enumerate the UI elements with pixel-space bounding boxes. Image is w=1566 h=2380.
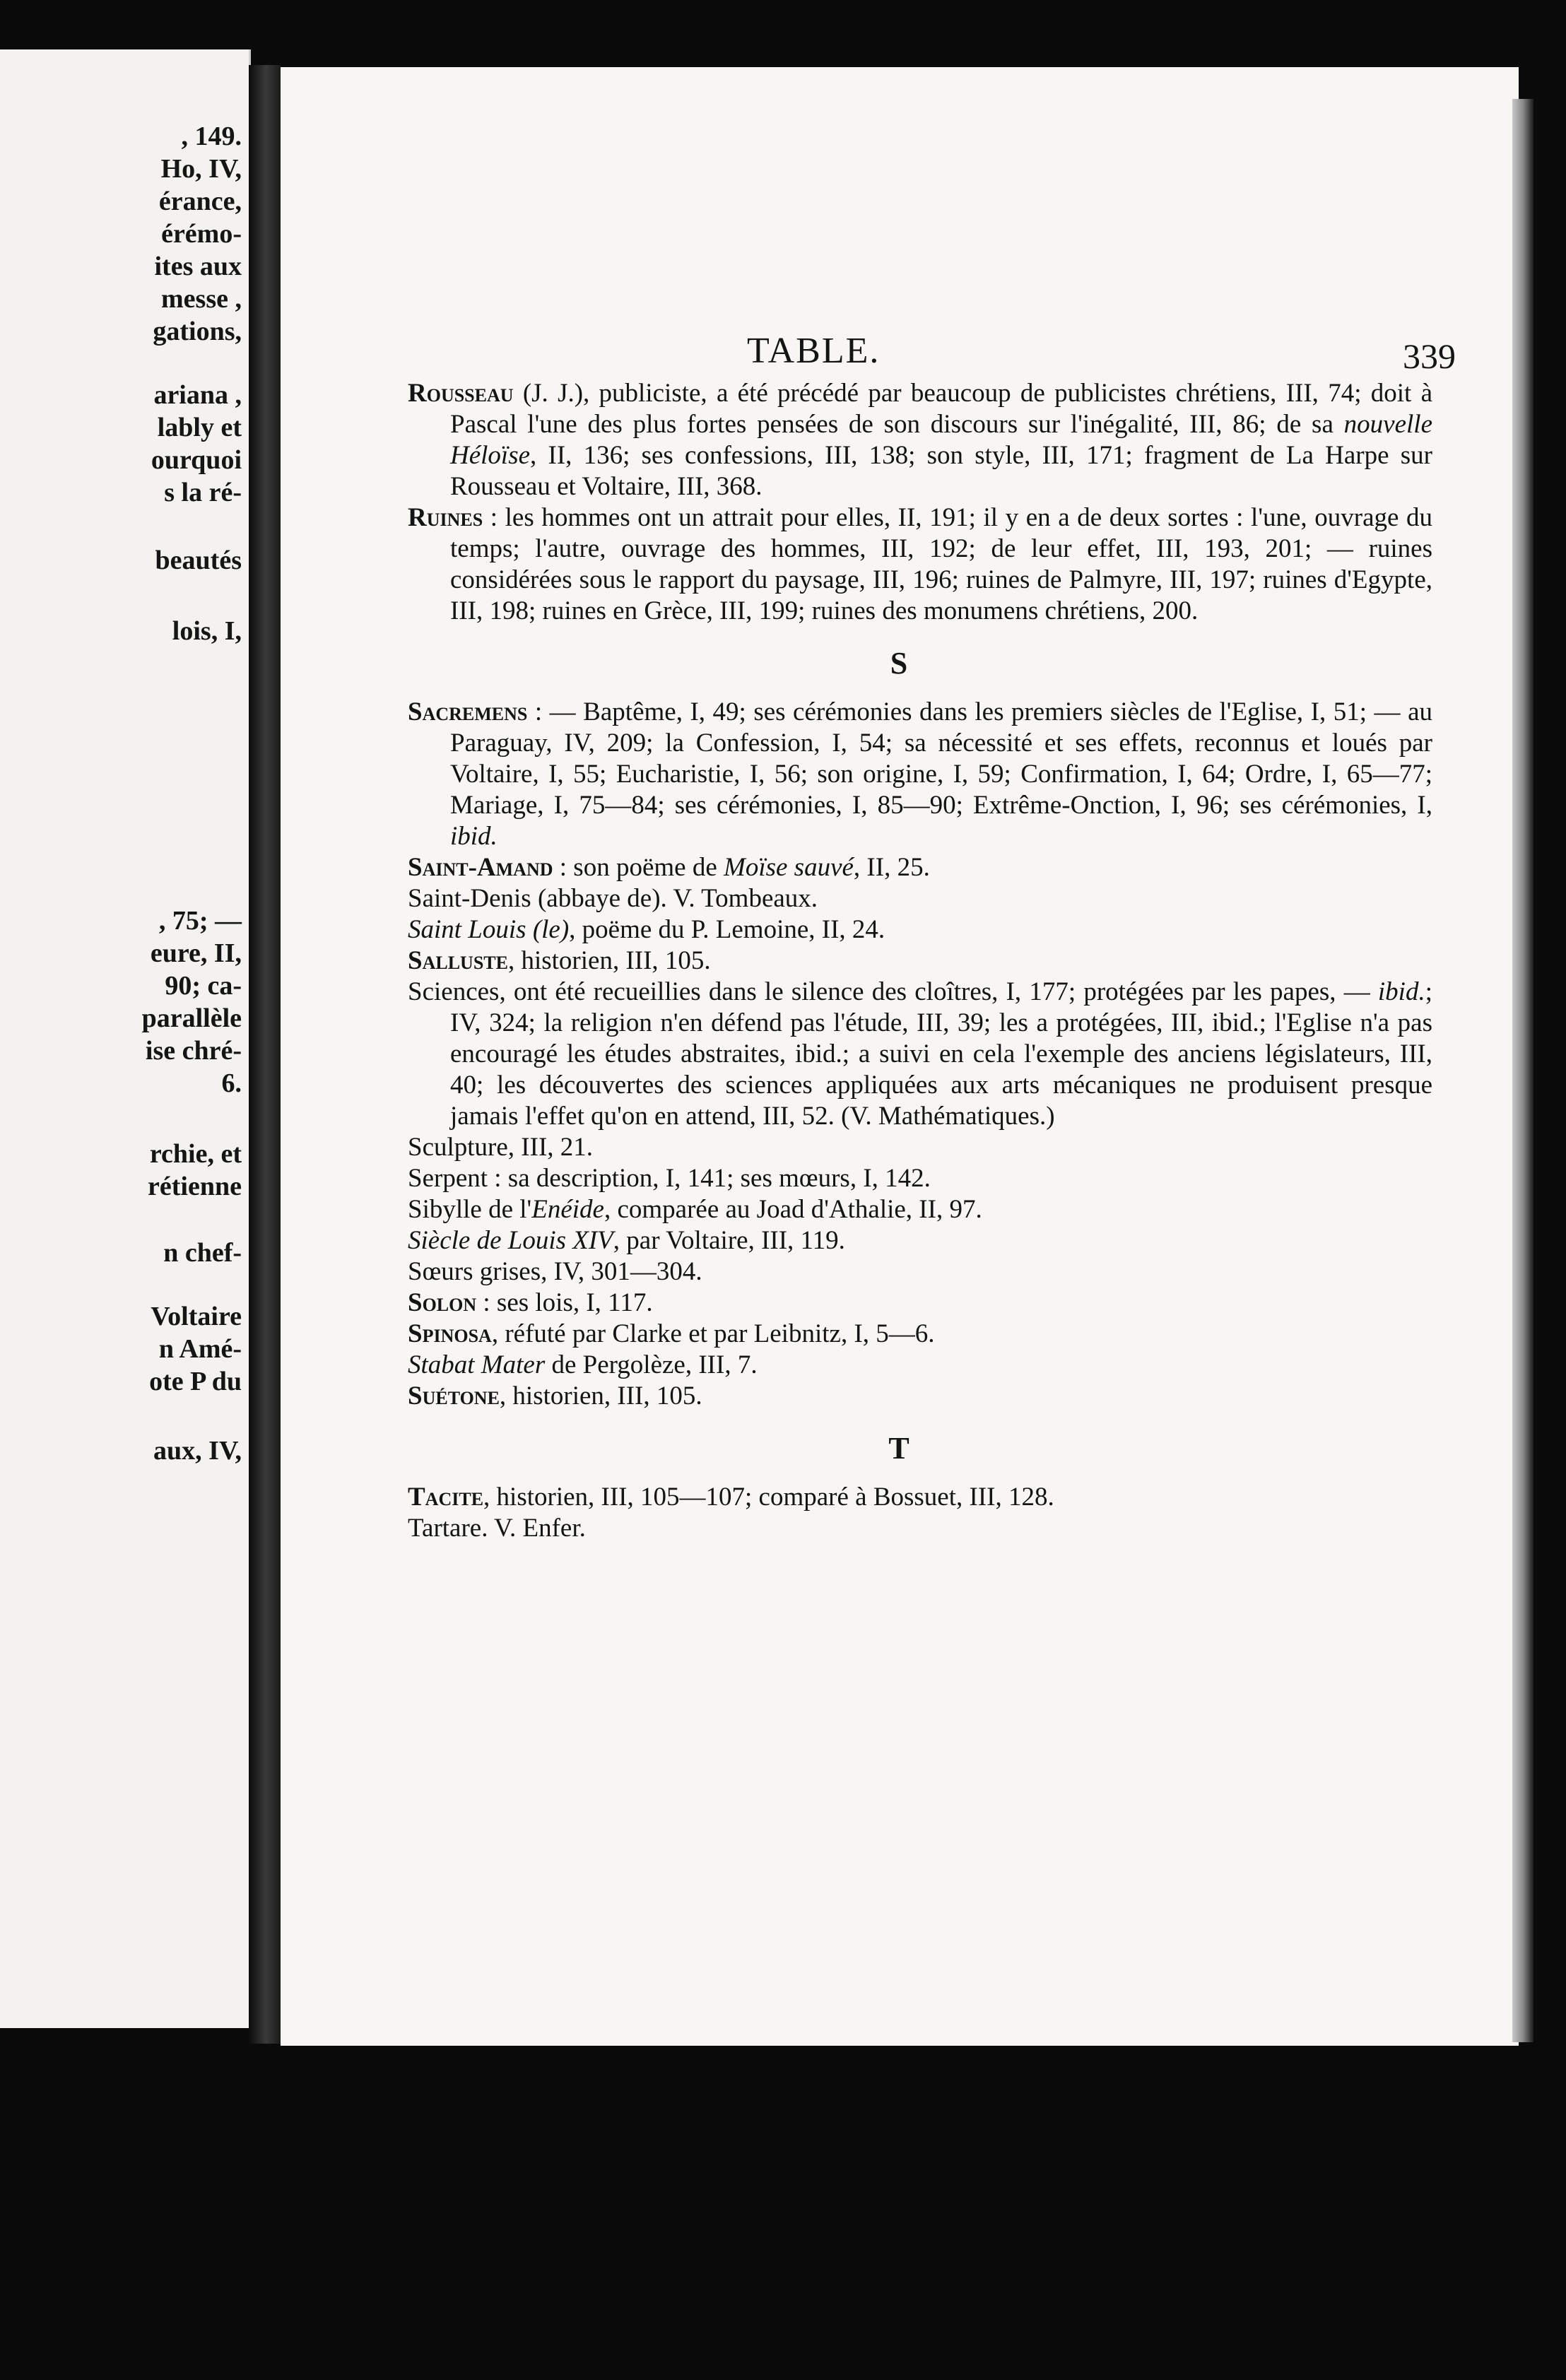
previous-page-line: , 149.	[181, 122, 242, 151]
previous-page-text	[1, 49, 242, 2028]
entry-text: , réfuté par Clarke et par Leibnitz, I, 5—6.	[491, 1319, 935, 1348]
entry-text: : ses lois, I, 117.	[476, 1288, 653, 1317]
previous-page-line: 90; ca-	[165, 971, 242, 1001]
entry-text-tail: , II, 136; ses confessions, III, 138; son style, III, 171; fragment de La Harpe sur Rousseau et Voltaire, III, 368.	[450, 441, 1432, 501]
section-letter-s: S	[890, 646, 908, 681]
entry-headword: Solon	[408, 1288, 477, 1317]
index-entry	[408, 1350, 1432, 1381]
entry-text: Sibylle de l'	[408, 1195, 532, 1224]
previous-page-line: ourquoi	[151, 445, 242, 475]
index-entry	[408, 852, 1432, 883]
entry-text: , historien, III, 105.	[507, 946, 711, 975]
previous-page-line: beautés	[155, 546, 242, 575]
previous-page-line: érémo-	[161, 219, 242, 249]
entry-headword: Suétone	[408, 1382, 500, 1410]
previous-page-line: n Amé-	[158, 1334, 242, 1364]
entry-italic-title: Stabat Mater	[408, 1350, 546, 1379]
previous-page-line: ites aux	[154, 252, 242, 281]
previous-page-line: gations,	[153, 317, 242, 346]
entry-text-tail: , poëme du P. Lemoine, II, 24.	[569, 915, 885, 944]
entry-text-tail: ; IV, 324; la religion n'en défend pas l'étude, III, 39; les a protégées, III, ibid.; l'Eglise n'a pas encouragé les études abstraites, ibid.; a suivi en cela l'exemple des anciens législateurs, III, 40; les découvertes des sciences appliquées aux arts mécaniques ne produisent presque jamais l'effet qu'on en attend, III, 52. (V. Mathématiques.)	[450, 977, 1432, 1131]
entry-text: Sculpture, III, 21.	[408, 1133, 594, 1162]
book-gutter	[249, 65, 281, 2044]
index-entry	[408, 1256, 1432, 1288]
entry-italic-title: ibid.	[1377, 977, 1425, 1006]
entry-text: : — Baptême, I, 49; ses cérémonies dans les premiers siècles de l'Eglise, I, 51; — au Paraguay, IV, 209; la Confession, I, 54; sa nécessité et ses effets, reconnus et loués par Voltaire, I, 55; Eucharistie, I, 56; son origine, I, 59; Confirmation, I, 64; Ordre, I, 65—77; Mariage, I, 75—84; ses cérémonies, I, 85—90; Extrême-Onction, I, 96; ses cérémonies, I,	[450, 697, 1432, 820]
index-entry	[408, 914, 1432, 945]
entry-text: (J. J.), publiciste, a été précédé par beaucoup de publicistes chrétiens, III, 74; doit à Pascal l'une des plus fortes pensées de son discours sur l'inégalité, III, 86; de sa	[450, 379, 1432, 439]
previous-page-line: n chef-	[163, 1238, 242, 1268]
previous-page-line: Voltaire	[151, 1302, 242, 1331]
index-entry	[408, 378, 1432, 502]
entry-text-tail: , par Voltaire, III, 119.	[613, 1226, 845, 1255]
page-header	[281, 330, 1519, 379]
entry-text: , historien, III, 105.	[499, 1382, 702, 1410]
running-title: TABLE.	[747, 331, 881, 371]
previous-page-line: lably et	[157, 413, 242, 442]
index-entry	[408, 1288, 1432, 1319]
entry-text-tail: , comparée au Joad d'Athalie, II, 97.	[604, 1195, 982, 1224]
previous-page-line: lois, I,	[172, 616, 242, 646]
entry-text: : son poëme de	[553, 853, 724, 882]
previous-page-line: parallèle	[141, 1003, 242, 1033]
entry-italic-title: Siècle de Louis XIV	[408, 1226, 613, 1255]
section-letter-t: T	[888, 1431, 909, 1466]
entry-text-tail: de Pergolèze, III, 7.	[545, 1350, 758, 1379]
previous-page-line: ote P du	[149, 1367, 242, 1396]
previous-page-fragment	[0, 49, 251, 2028]
previous-page-line: eure, II,	[150, 938, 242, 968]
previous-page-line: Ho, IV,	[160, 154, 242, 184]
entry-text: Tartare. V. Enfer.	[408, 1514, 586, 1543]
index-entry	[408, 977, 1432, 1132]
entry-text: Saint-Denis (abbaye de). V. Tombeaux.	[408, 884, 818, 913]
previous-page-line: rchie, et	[149, 1139, 242, 1169]
page-edge	[1512, 99, 1533, 2042]
index-entry	[408, 1381, 1432, 1412]
previous-page-line: ariana ,	[153, 380, 242, 410]
previous-page-line: érance,	[158, 187, 242, 216]
previous-page-line: 6.	[221, 1068, 242, 1098]
entry-text: Serpent : sa description, I, 141; ses mœurs, I, 142.	[408, 1164, 931, 1193]
index-entry	[408, 697, 1432, 852]
index-entry	[408, 1513, 1432, 1544]
entry-text: : les hommes ont un attrait pour elles, II, 191; il y en a de deux sortes : l'une, ouvrage du temps; l'autre, ouvrage des hommes, III, 192; de leur effet, III, 193, 201; — ruines considérées sous le rapport du paysage, III, 196; ruines de Palmyre, III, 197; ruines d'Egypte, III, 198; ruines en Grèce, III, 199; ruines des monumens chrétiens, 200.	[450, 503, 1432, 625]
entry-text: Sœurs grises, IV, 301—304.	[408, 1257, 702, 1286]
previous-page-line: rétienne	[148, 1172, 242, 1201]
entry-italic-title: Enéide	[531, 1195, 604, 1224]
previous-page-line: ise chré-	[145, 1036, 242, 1066]
entry-headword: Sacremens	[408, 697, 528, 726]
entry-headword: Saint-Amand	[408, 853, 553, 882]
previous-page-line: s la ré-	[164, 478, 242, 507]
index-entry	[408, 1194, 1432, 1225]
index-entry	[408, 945, 1432, 977]
index-entry	[408, 1482, 1432, 1513]
entry-headword: Ruines	[408, 503, 483, 532]
index-entry	[408, 1132, 1432, 1163]
page-number: 339	[1403, 336, 1456, 376]
previous-page-line: , 75; —	[158, 906, 242, 936]
entry-text: , historien, III, 105—107; comparé à Bossuet, III, 128.	[483, 1483, 1054, 1512]
entry-text-tail: , II, 25.	[853, 853, 930, 882]
index-entry	[408, 883, 1432, 914]
index-entry	[408, 502, 1432, 627]
entry-italic-title: nouvelle Héloïse	[450, 410, 1432, 470]
entry-italic-title: Saint Louis (le)	[408, 915, 570, 944]
index-entries	[408, 378, 1432, 1544]
entry-headword: Spinosa	[408, 1319, 492, 1348]
entry-italic-title: ibid.	[450, 822, 498, 851]
index-entry	[408, 1163, 1432, 1194]
previous-page-line: aux, IV,	[153, 1436, 242, 1466]
index-entry	[408, 1319, 1432, 1350]
entry-headword: Rousseau	[408, 379, 514, 408]
entry-headword: Salluste	[408, 946, 508, 975]
entry-text: Sciences, ont été recueillies dans le silence des cloîtres, I, 177; protégées par les papes, —	[408, 977, 1378, 1006]
index-entry	[408, 1225, 1432, 1256]
index-page	[281, 67, 1519, 2046]
entry-italic-title: Moïse sauvé	[724, 853, 854, 882]
entry-headword: Tacite	[408, 1483, 484, 1512]
previous-page-line: messe ,	[161, 284, 242, 314]
